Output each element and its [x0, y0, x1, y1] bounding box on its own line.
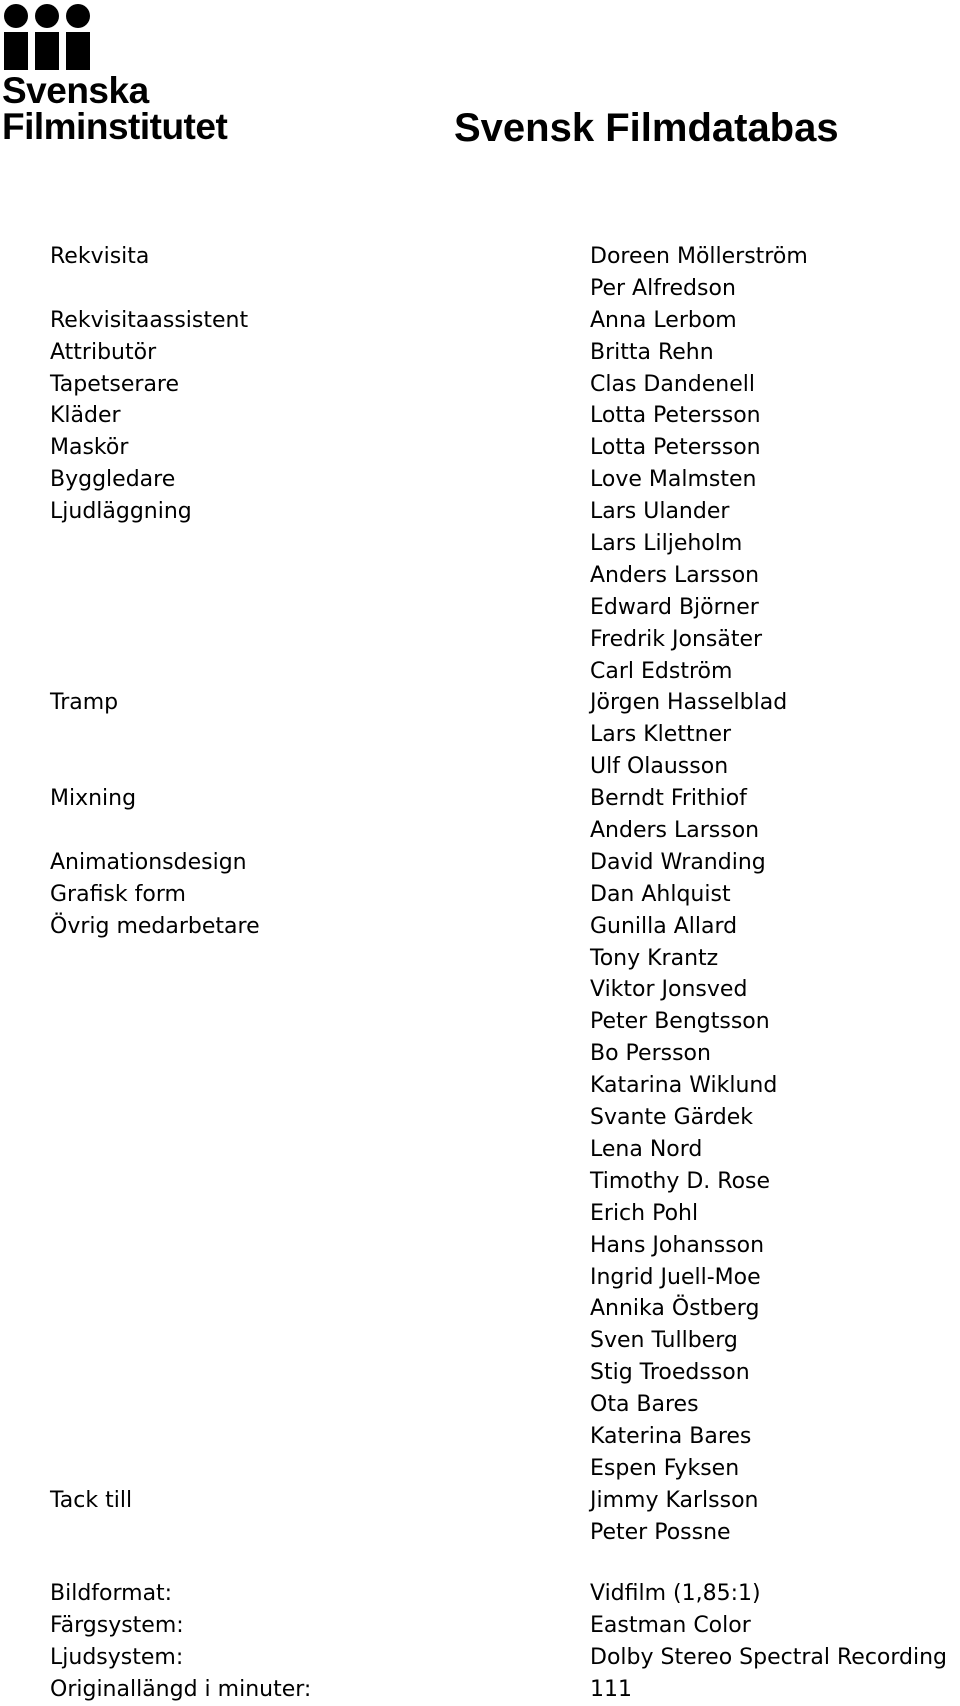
credit-name: Gunilla Allard — [590, 913, 738, 939]
credit-row — [50, 432, 960, 464]
credit-row — [50, 1070, 960, 1102]
credit-row — [50, 624, 960, 656]
credit-row — [50, 815, 960, 847]
credit-role — [50, 1166, 590, 1198]
credit-row — [50, 1166, 960, 1198]
credit-name: Anders Larsson — [590, 818, 760, 844]
credit-role: Övrig medarbetare — [50, 913, 260, 939]
credit-row — [50, 783, 960, 815]
credit-role: Tramp — [50, 690, 119, 716]
credit-row — [50, 751, 960, 783]
credit-row — [50, 1134, 960, 1166]
credit-name: Fredrik Jonsäter — [590, 626, 763, 652]
technical-row — [50, 1674, 960, 1706]
credit-row — [50, 687, 960, 719]
credit-name: Katarina Wiklund — [590, 1073, 778, 1099]
credit-name: Timothy D. Rose — [590, 1168, 771, 1194]
logo-block — [4, 32, 28, 70]
logo-dot — [4, 4, 28, 28]
credit-name: Svante Gärdek — [590, 1105, 753, 1131]
credit-name: Love Malmsten — [590, 467, 757, 493]
credit-role: Tack till — [50, 1487, 133, 1513]
credit-row — [50, 337, 960, 369]
credit-name: Peter Possne — [590, 1519, 731, 1545]
credit-name: Viktor Jonsved — [590, 977, 748, 1003]
credit-role — [50, 1134, 590, 1166]
credit-name: Jörgen Hasselblad — [590, 690, 788, 716]
credit-name: Lars Ulander — [590, 499, 730, 525]
credit-name: Britta Rehn — [590, 339, 714, 365]
technical-value: Vidfilm (1,85:1) — [590, 1581, 761, 1606]
credit-row — [50, 1357, 960, 1389]
credit-role — [50, 624, 590, 656]
credit-role: Kläder — [50, 403, 121, 429]
logo-block — [35, 32, 59, 70]
credit-role — [50, 1070, 590, 1102]
technical-value: Dolby Stereo Spectral Recording — [590, 1644, 948, 1670]
credit-name: Lena Nord — [590, 1136, 703, 1162]
credit-role — [50, 1421, 590, 1453]
credit-row — [50, 496, 960, 528]
credit-name: Ota Bares — [590, 1392, 699, 1418]
credit-name: Lotta Petersson — [590, 435, 761, 461]
credit-name: Katerina Bares — [590, 1423, 752, 1449]
credit-row — [50, 305, 960, 337]
credit-name: Peter Bengtsson — [590, 1009, 770, 1035]
credit-name: Stig Troedsson — [590, 1360, 750, 1386]
credit-row — [50, 1389, 960, 1421]
credit-row — [50, 974, 960, 1006]
credit-name: Per Alfredson — [590, 275, 736, 301]
credit-row — [50, 273, 960, 305]
credit-row — [50, 847, 960, 879]
credit-row — [50, 879, 960, 911]
credit-name: David Wranding — [590, 849, 766, 875]
credit-name: Lars Liljeholm — [590, 531, 743, 557]
credit-row — [50, 1293, 960, 1325]
logo-text-line-2: Filminstitutet — [2, 106, 228, 147]
credit-role — [50, 815, 590, 847]
credit-role — [50, 1357, 590, 1389]
credit-role: Attributör — [50, 339, 157, 365]
technical-label: Originallängd i minuter: — [50, 1676, 312, 1702]
credit-row — [50, 943, 960, 975]
credit-role — [50, 1198, 590, 1230]
credit-role: Animationsdesign — [50, 849, 247, 875]
technical-label: Bildformat: — [50, 1581, 173, 1606]
credit-row — [50, 1262, 960, 1294]
credit-row — [50, 719, 960, 751]
credit-role — [50, 656, 590, 688]
credit-row — [50, 560, 960, 592]
credit-role — [50, 974, 590, 1006]
credit-name: Doreen Möllerström — [590, 244, 808, 269]
credit-role — [50, 751, 590, 783]
logo-block — [66, 32, 90, 70]
credit-role: Tapetserare — [50, 371, 180, 397]
credit-role — [50, 943, 590, 975]
credit-role — [50, 1389, 590, 1421]
credit-name: Sven Tullberg — [590, 1328, 738, 1354]
credit-role — [50, 592, 590, 624]
credit-role — [50, 528, 590, 560]
credit-name: Lars Klettner — [590, 722, 732, 748]
credit-row — [50, 1517, 960, 1549]
credit-row — [50, 1006, 960, 1038]
credit-name: Annika Östberg — [590, 1296, 760, 1322]
credit-row — [50, 1230, 960, 1262]
credit-role: Maskör — [50, 435, 129, 461]
credit-row — [50, 464, 960, 496]
credit-row — [50, 1453, 960, 1485]
credit-row — [50, 1038, 960, 1070]
page-title: Svensk Filmdatabas — [454, 106, 839, 150]
credit-role — [50, 1102, 590, 1134]
credit-row — [50, 1325, 960, 1357]
credit-name: Clas Dandenell — [590, 371, 755, 397]
credit-row — [50, 369, 960, 401]
credit-name: Berndt Frithiof — [590, 786, 747, 812]
credit-name: Erich Pohl — [590, 1200, 699, 1226]
logo-dot — [66, 4, 90, 28]
logo-blocks-icon — [4, 32, 90, 70]
credit-role — [50, 719, 590, 751]
credit-row — [50, 1102, 960, 1134]
technical-label: Färgsystem: — [50, 1612, 184, 1638]
credit-name: Ingrid Juell-Moe — [590, 1264, 761, 1290]
credit-row — [50, 911, 960, 943]
credit-name: Lotta Petersson — [590, 403, 761, 429]
credit-name: Anna Lerbom — [590, 307, 737, 333]
credit-role — [50, 273, 590, 305]
credit-role — [50, 1230, 590, 1262]
credit-role: Rekvisitaassistent — [50, 307, 249, 333]
credit-row — [50, 1485, 960, 1517]
credit-role — [50, 1325, 590, 1357]
logo-dot — [35, 4, 59, 28]
credit-name: Hans Johansson — [590, 1232, 765, 1258]
credit-role — [50, 1453, 590, 1485]
technical-value: Eastman Color — [590, 1612, 751, 1638]
technical-label: Ljudsystem: — [50, 1644, 184, 1670]
credit-row — [50, 241, 960, 273]
credit-role: Ljudläggning — [50, 499, 192, 525]
credit-row — [50, 528, 960, 560]
credit-row — [50, 400, 960, 432]
credit-row — [50, 1421, 960, 1453]
credit-row — [50, 1198, 960, 1230]
credit-name: Jimmy Karlsson — [590, 1487, 759, 1513]
credit-name: Carl Edström — [590, 658, 733, 684]
technical-row — [50, 1610, 960, 1642]
credit-role: Mixning — [50, 786, 137, 812]
credit-role: Grafisk form — [50, 881, 186, 907]
credit-name: Anders Larsson — [590, 562, 760, 588]
credit-role — [50, 1293, 590, 1325]
credit-row — [50, 592, 960, 624]
technical-row — [50, 1642, 960, 1674]
credit-name: Edward Björner — [590, 594, 759, 620]
credit-name: Dan Ahlquist — [590, 881, 731, 907]
credit-role: Rekvisita — [50, 244, 150, 269]
credit-name: Tony Krantz — [590, 945, 719, 971]
credit-role — [50, 1038, 590, 1070]
credits-list — [50, 241, 960, 1549]
svenska-filminstitutet-logo — [0, 0, 240, 150]
credit-role — [50, 560, 590, 592]
credit-role — [50, 1262, 590, 1294]
credit-role: Byggledare — [50, 467, 176, 493]
credit-name: Espen Fyksen — [590, 1455, 740, 1481]
credit-role — [50, 1006, 590, 1038]
credit-name: Bo Persson — [590, 1041, 711, 1067]
credit-role — [50, 1517, 590, 1549]
technical-row — [50, 1578, 960, 1610]
technical-value: 111 — [590, 1676, 632, 1702]
logo-dots-icon — [4, 4, 90, 28]
credit-name: Ulf Olausson — [590, 754, 729, 780]
logo-text-line-1: Svenska — [2, 70, 149, 111]
credit-row — [50, 656, 960, 688]
technical-details — [50, 1578, 960, 1706]
